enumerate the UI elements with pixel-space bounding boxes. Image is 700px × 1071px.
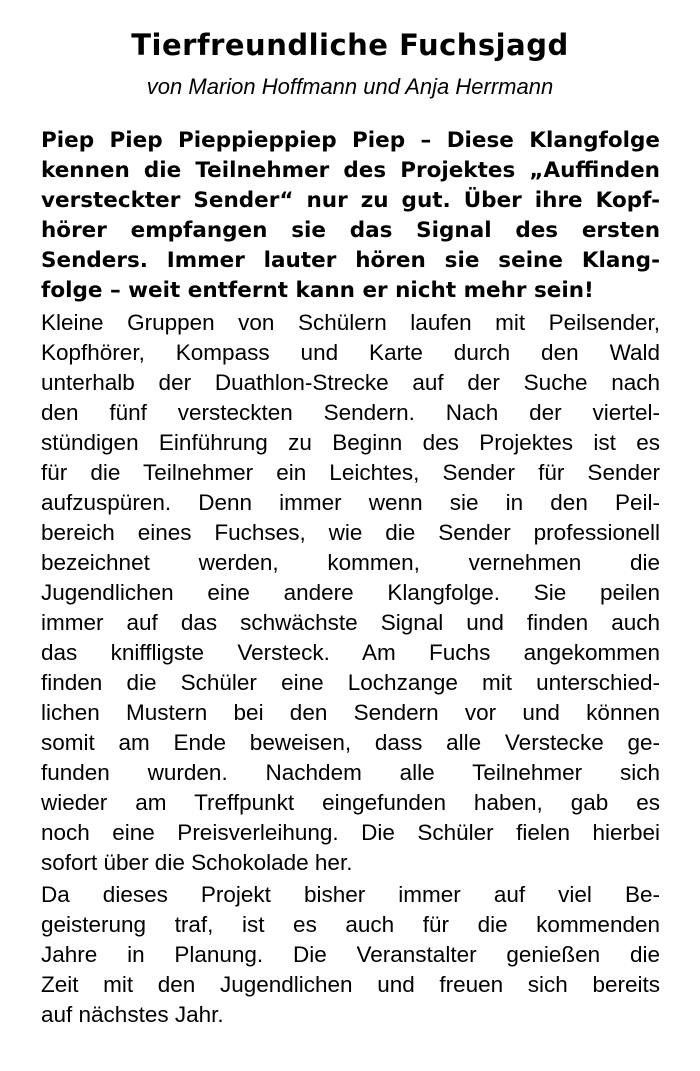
- body-line: bezeichnet werden, kommen, vernehmen die: [41, 550, 660, 575]
- body-line: somit am Ende beweisen, dass alle Verstecke ge-: [41, 730, 660, 755]
- body-line: funden wurden. Nachdem alle Teilnehmer sich: [41, 760, 660, 785]
- lead-line: folge – weit entfernt kann er nicht mehr sein!: [41, 278, 594, 303]
- lead-line: kennen die Teilnehmer des Projektes „Auffinden: [41, 158, 660, 183]
- body-line: unterhalb der Duathlon-Strecke auf der Suche nach: [41, 370, 660, 395]
- body-line: wieder am Treffpunkt eingefunden haben, gab es: [41, 790, 660, 815]
- body-line: stündigen Einführung zu Beginn des Projektes ist es: [41, 430, 660, 455]
- body-line: Kleine Gruppen von Schülern laufen mit Peilsender,: [41, 310, 660, 335]
- body-line: Kopfhörer, Kompass und Karte durch den Wald: [41, 340, 660, 365]
- body-line: sofort über die Schokolade her.: [41, 850, 353, 875]
- lead-line: Senders. Immer lauter hören sie seine Klang-: [41, 248, 660, 273]
- body-line: Zeit mit den Jugendlichen und freuen sich bereits: [41, 972, 660, 997]
- body-line: Da dieses Projekt bisher immer auf viel Be-: [41, 882, 660, 907]
- body-line: Jugendlichen eine andere Klangfolge. Sie peilen: [41, 580, 660, 605]
- article-title: Tierfreundliche Fuchsjagd: [131, 28, 569, 62]
- body-line: Jahre in Planung. Die Veranstalter genießen die: [41, 942, 660, 967]
- body-line: lichen Mustern bei den Sendern vor und können: [41, 700, 660, 725]
- body-line: aufzuspüren. Denn immer wenn sie in den Peil-: [41, 490, 660, 515]
- body-line: das kniffligste Versteck. Am Fuchs angekommen: [41, 640, 660, 665]
- body-line: auf nächstes Jahr.: [41, 1002, 224, 1027]
- body-line: finden die Schüler eine Lochzange mit unterschied-: [41, 670, 660, 695]
- body-line: den fünf versteckten Sendern. Nach der viertel-: [41, 400, 660, 425]
- lead-line: Piep Piep Pieppieppiep Piep – Diese Klangfolge: [41, 128, 660, 153]
- lead-line: hörer empfangen sie das Signal des ersten: [41, 218, 660, 243]
- body-line: immer auf das schwächste Signal und finden auch: [41, 610, 660, 635]
- body-line: geisterung traf, ist es auch für die kommenden: [41, 912, 660, 937]
- article-byline: von Marion Hoffmann und Anja Herrmann: [146, 74, 554, 99]
- body-line: bereich eines Fuchses, wie die Sender professionell: [41, 520, 660, 545]
- body-line: für die Teilnehmer ein Leichtes, Sender für Sender: [41, 460, 660, 485]
- body-line: noch eine Preisverleihung. Die Schüler fielen hierbei: [41, 820, 660, 845]
- lead-line: versteckter Sender“ nur zu gut. Über ihre Kopf-: [41, 188, 660, 213]
